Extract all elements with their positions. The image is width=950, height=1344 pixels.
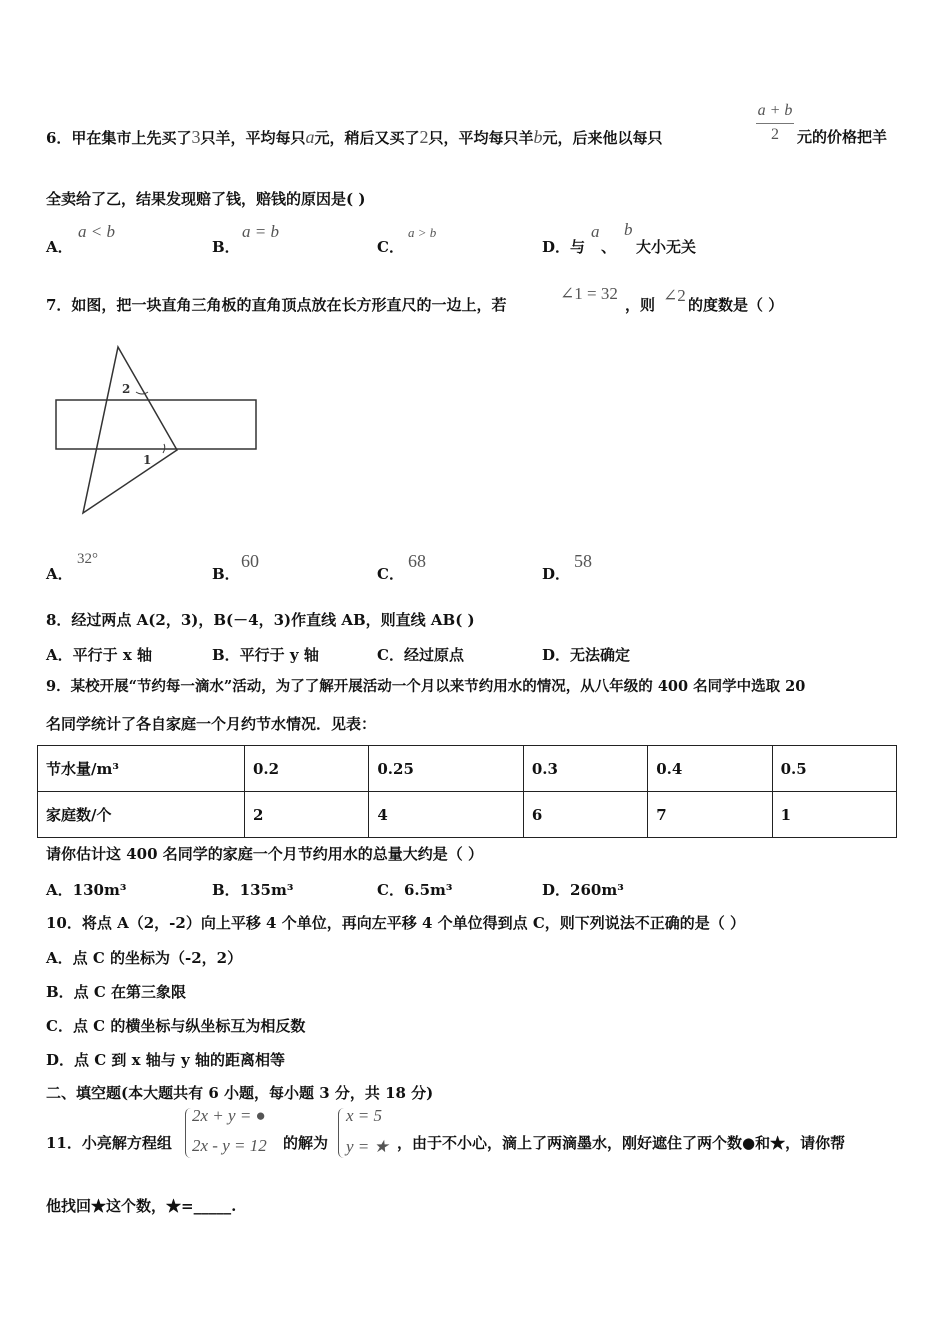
table-cell: 0.3 [523, 746, 647, 792]
q6-option-a-expr: a < b [78, 222, 115, 241]
q10-question: 10．将点 A（2，-2）向上平移 4 个单位，再向左平移 4 个单位得到点 C，则下列说法不正确的是（ ） [46, 914, 745, 932]
q6-option-d-var2: b [624, 220, 633, 239]
q11-solution-1: x = 5 [346, 1106, 383, 1125]
table-cell: 7 [648, 792, 772, 838]
q11-suffix: ，由于不小心，滴上了两滴墨水，刚好遮住了两个数●和★，请你帮 [397, 1134, 846, 1152]
ruler-rectangle [56, 400, 256, 449]
q6-option-c: C． [377, 238, 404, 256]
q7-text3: 的度数是（ ） [688, 296, 784, 314]
q8-option-d: D．无法确定 [542, 646, 631, 664]
q9-line1: 9．某校开展“节约每一滴水”活动，为了了解开展活动一个月以来节约用水的情况，从八年级的 400 名同学中选取 20 [46, 678, 806, 695]
q10-option-c: C．点 C 的横坐标与纵坐标互为相反数 [46, 1017, 306, 1035]
q7-option-c-val: 68 [408, 551, 426, 571]
q9-option-d: D．260m³ [542, 881, 624, 899]
q8-option-c: C．经过原点 [377, 646, 464, 664]
q7-option-b: B． [212, 565, 240, 583]
q9-question: 请你估计这 400 名同学的家庭一个月节约用水的总量大约是（ ） [46, 845, 483, 863]
q7-figure [50, 340, 265, 520]
q11-equation-2: 2x - y = 12 [192, 1136, 267, 1155]
q8-option-a: A．平行于 x 轴 [46, 646, 153, 664]
q11-mid: 的解为 [283, 1134, 329, 1152]
q7-text2: ，则 [625, 296, 656, 314]
q11-equation-1: 2x + y = ● [192, 1106, 266, 1125]
q9-option-a: A．130m³ [46, 881, 127, 899]
table-cell: 0.2 [245, 746, 369, 792]
q6-line2: 全卖给了乙，结果发现赔了钱，赔钱的原因是( ) [46, 190, 366, 208]
table-header-cell: 节水量/m³ [38, 746, 245, 792]
q10-option-d: D．点 C 到 x 轴与 y 轴的距离相等 [46, 1051, 285, 1069]
q7-option-b-val: 60 [241, 551, 259, 571]
q8-option-b: B．平行于 y 轴 [212, 646, 319, 664]
set-square-triangle [83, 347, 177, 513]
section-2-heading: 二、填空题(本大题共有 6 小题，每小题 3 分，共 18 分) [46, 1084, 434, 1102]
table-cell: 1 [772, 792, 896, 838]
q7-option-c: C． [377, 565, 404, 583]
q10-option-b: B．点 C 在第三象限 [46, 983, 187, 1001]
q10-option-a: A．点 C 的坐标为（-2，2） [46, 949, 243, 967]
q6-option-a: A． [46, 238, 73, 256]
q11-prefix: 11．小亮解方程组 [46, 1134, 172, 1152]
table-cell: 0.25 [369, 746, 523, 792]
table-header-cell: 家庭数/个 [38, 792, 245, 838]
q6-option-d-var1: a [591, 222, 600, 241]
table-cell: 0.4 [648, 746, 772, 792]
q6-option-d-sep: 、 [601, 238, 617, 256]
q11-line2: 他找回★这个数，★=_____. [46, 1197, 237, 1215]
angle-label-1: 1 [143, 453, 152, 467]
q9-option-b: B．135m³ [212, 881, 294, 899]
angle-label-2: 2 [122, 382, 131, 396]
water-saving-table [37, 745, 897, 838]
q7-option-d-val: 58 [574, 551, 592, 571]
table-cell: 2 [245, 792, 369, 838]
q6-option-b: B． [212, 238, 240, 256]
q7-ask-angle: ∠2 [663, 286, 686, 305]
q7-option-a-val: 32° [77, 551, 98, 567]
q8-question: 8．经过两点 A(2，3)，B(－4，3)作直线 AB，则直线 AB( ) [46, 611, 475, 629]
q7-option-a: A． [46, 565, 73, 583]
table-cell: 6 [523, 792, 647, 838]
q6-option-b-expr: a = b [242, 222, 279, 241]
table-cell: 4 [369, 792, 523, 838]
angle-arc-2 [136, 392, 148, 394]
q6-fraction: a + b 2 [757, 102, 793, 143]
q7-line1: 7．如图，把一块直角三角板的直角顶点放在长方形直尺的一边上，若 [46, 296, 507, 314]
q6-line1: 6．甲在集市上先买了3只羊，平均每只a元，稍后又买了2只，平均每只羊b元，后来他以每只 [46, 127, 663, 147]
table-row [38, 746, 897, 792]
q6-option-d-tail: 大小无关 [636, 238, 697, 256]
q9-line2: 名同学统计了各自家庭一个月约节水情况．见表： [46, 715, 377, 733]
q7-option-d: D． [542, 565, 571, 583]
q6-option-d: D．与 [542, 238, 586, 256]
q6-option-c-expr: a > b [408, 225, 437, 240]
q6-suffix: 元的价格把羊 [797, 128, 888, 146]
table-cell: 0.5 [772, 746, 896, 792]
q11-solution-2: y = ★ [346, 1137, 389, 1156]
table-row [38, 792, 897, 838]
q9-option-c: C．6.5m³ [377, 881, 453, 899]
q7-condition: ∠1 = 32 [560, 284, 618, 303]
